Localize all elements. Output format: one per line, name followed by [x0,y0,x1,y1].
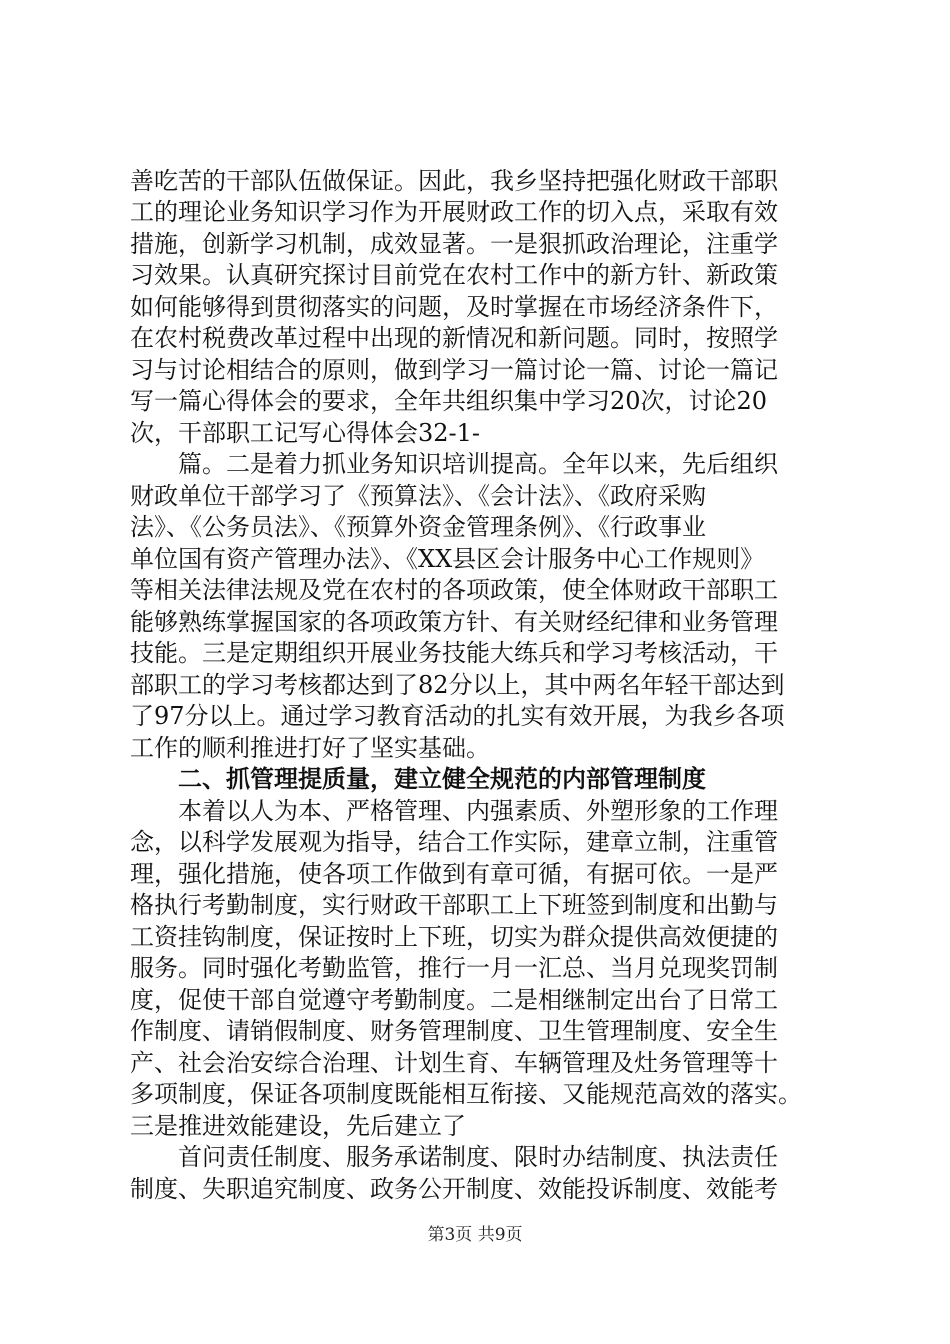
body-line: 服务。同时强化考勤监管，推行一月一汇总、当月兑现奖罚制 [130,954,778,983]
body-line: 作制度、请销假制度、财务管理制度、卫生管理制度、安全生 [130,1017,778,1046]
body-line: 工资挂钩制度，保证按时上下班，切实为群众提供高效便捷的 [130,922,778,951]
body-line: 单位国有资产管理办法》、《XX县区会计服务中心工作规则》 [130,544,765,573]
body-line: 首问责任制度、服务承诺制度、限时办结制度、执法责任 [130,1143,778,1172]
section-heading: 二、抓管理提质量，建立健全规范的内部管理制度 [130,765,706,794]
body-line: 写一篇心得体会的要求，全年共组织集中学习20次，讨论20 [130,387,768,416]
body-line: 三是推进效能建设，先后建立了 [130,1111,466,1140]
body-line: 多项制度，保证各项制度既能相互衔接、又能规范高效的落实。 [130,1080,802,1109]
body-line: 工作的顺利推进打好了坚实基础。 [130,733,490,762]
body-line: 次，干部职工记写心得体会32-1- [130,418,481,447]
body-line: 在农村税费改革过程中出现的新情况和新问题。同时，按照学 [130,324,778,353]
body-line: 产、社会治安综合治理、计划生育、车辆管理及灶务管理等十 [130,1048,778,1077]
page-number-footer: 第3页 共9页 [427,1225,523,1245]
body-line: 制度、失职追究制度、政务公开制度、效能投诉制度、效能考 [130,1174,778,1203]
body-line: 度，促使干部自觉遵守考勤制度。二是相继制定出台了日常工 [130,985,778,1014]
body-line: 了97分以上。通过学习教育活动的扎实有效开展，为我乡各项 [130,702,785,731]
body-line: 技能。三是定期组织开展业务技能大练兵和学习考核活动，干 [130,639,778,668]
body-line: 措施，创新学习机制，成效显著。一是狠抓政治理论，注重学 [130,229,778,258]
body-line: 习与讨论相结合的原则，做到学习一篇讨论一篇、讨论一篇记 [130,355,778,384]
body-line: 如何能够得到贯彻落实的问题，及时掌握在市场经济条件下， [130,292,778,321]
body-line: 理，强化措施，使各项工作做到有章可循，有据可依。一是严 [130,859,778,888]
body-line: 部职工的学习考核都达到了82分以上，其中两名年轻干部达到 [130,670,785,699]
body-line: 工的理论业务知识学习作为开展财政工作的切入点，采取有效 [130,198,778,227]
body-line: 格执行考勤制度，实行财政干部职工上下班签到制度和出勤与 [130,891,778,920]
body-line: 习效果。认真研究探讨目前党在农村工作中的新方针、新政策 [130,261,778,290]
body-line: 本着以人为本、严格管理、内强素质、外塑形象的工作理 [130,796,778,825]
body-line: 篇。二是着力抓业务知识培训提高。全年以来，先后组织 [130,450,778,479]
body-line: 善吃苦的干部队伍做保证。因此，我乡坚持把强化财政干部职 [130,167,778,195]
body-line: 等相关法律法规及党在农村的各项政策，使全体财政干部职工 [130,576,778,605]
body-line: 念，以科学发展观为指导，结合工作实际，建章立制，注重管 [130,828,778,857]
body-line: 能够熟练掌握国家的各项政策方针、有关财经纪律和业务管理 [130,607,778,636]
body-line: 法》、《公务员法》、《预算外资金管理条例》、《行政事业 [130,513,706,542]
body-line: 财政单位干部学习了《预算法》、《会计法》、《政府采购 [130,481,706,510]
